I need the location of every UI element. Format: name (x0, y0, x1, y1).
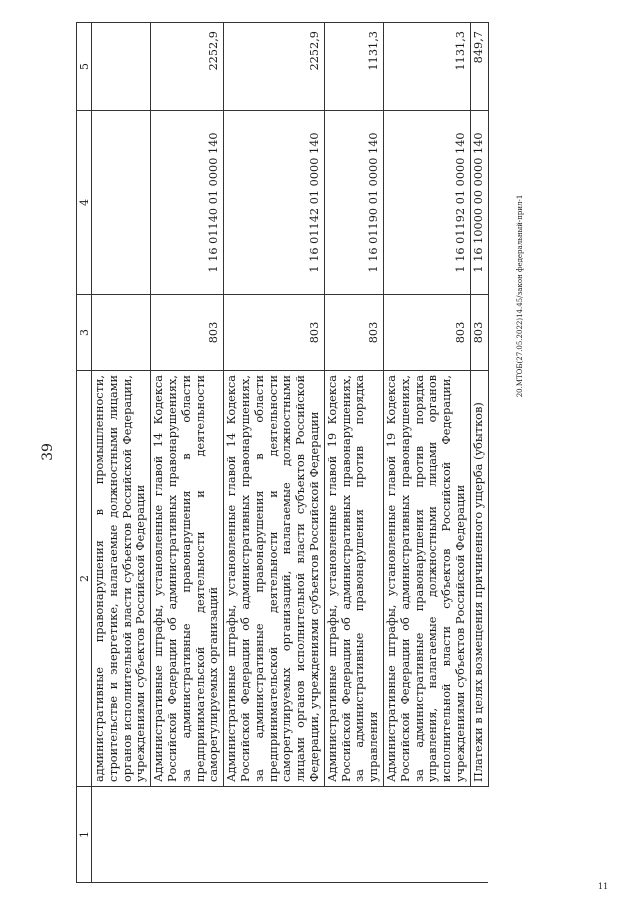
row-col1 (470, 787, 488, 883)
row-amount: 849,7 (470, 23, 488, 111)
table-row (383, 23, 470, 883)
row-amount: 2252,9 (224, 23, 325, 111)
revenue-table-rotated (76, 23, 564, 883)
table-row (324, 23, 383, 883)
row-budget-code: 1 16 01192 01 0000 140 (383, 111, 470, 295)
header-col-5: 5 (77, 23, 92, 111)
row-description: Административные штрафы, установленные главой 14 Кодекса Российской Федерации об административных правонарушениях, за административные правонарушения в области предпринимательской деятельности и деятельности саморегулируемых организаций, налагаемые должностными лицами органов исполнительной власти субъектов Российской Федерации, учреждениями субъектов Российской Федерации (224, 371, 325, 787)
header-col-4: 4 (77, 111, 92, 295)
row-description: административные правонарушения в промышленности, строительстве и энергетике, налагаемые должностными лицами органов исполнительной власти субъектов Российской Федерации, учреждениями субъектов Российской Федерации (92, 371, 151, 787)
row-budget-code: 1 16 01140 01 0000 140 (151, 111, 224, 295)
table-row (470, 23, 488, 883)
row-description: Административные штрафы, установленные главой 19 Кодекса Российской Федерации об административных правонарушениях, за административные правонарушения против порядка управления (324, 371, 383, 787)
row-admin-code: 803 (383, 295, 470, 371)
header-col-3: 3 (77, 295, 92, 371)
row-col1 (383, 787, 470, 883)
row-description: Платежи в целях возмещения причиненного ущерба (убытков) (470, 371, 488, 787)
row-budget-code: 1 16 01142 01 0000 140 (224, 111, 325, 295)
header-col-2: 2 (77, 371, 92, 787)
row-admin-code: 803 (324, 295, 383, 371)
corner-mark: 11 (598, 882, 609, 891)
document-footer-code: 20.МТОБ(27.05.2022)14.45/закон федеральный-прил-1 (516, 194, 524, 398)
row-amount: 1131,3 (324, 23, 383, 111)
row-amount: 1131,3 (383, 23, 470, 111)
table-row (224, 23, 325, 883)
row-admin-code (92, 295, 151, 371)
row-description: Административные штрафы, установленные главой 14 Кодекса Российской Федерации об административных правонарушениях, за административные правонарушения в области предпринимательской деятельности и деятельности саморегулируемых организаций (151, 371, 224, 787)
revenue-table (76, 22, 489, 883)
row-col1 (151, 787, 224, 883)
row-admin-code: 803 (470, 295, 488, 371)
table-row (92, 23, 151, 883)
header-col-1: 1 (77, 787, 92, 883)
page-number: 39 (40, 443, 56, 461)
table-row (151, 23, 224, 883)
row-admin-code: 803 (151, 295, 224, 371)
row-amount: 2252,9 (151, 23, 224, 111)
row-col1 (92, 787, 151, 883)
row-col1 (224, 787, 325, 883)
row-budget-code: 1 16 10000 00 0000 140 (470, 111, 488, 295)
header-row (77, 23, 92, 883)
row-amount (92, 23, 151, 111)
row-description: Административные штрафы, установленные главой 19 Кодекса Российской Федерации об административных правонарушениях, за административные правонарушения против порядка управления, налагаемые должностными лицами органов исполнительной власти субъектов Российской Федерации, учреждениями субъектов Российской Федерации (383, 371, 470, 787)
row-col1 (324, 787, 383, 883)
row-admin-code: 803 (224, 295, 325, 371)
row-budget-code (92, 111, 151, 295)
row-budget-code: 1 16 01190 01 0000 140 (324, 111, 383, 295)
